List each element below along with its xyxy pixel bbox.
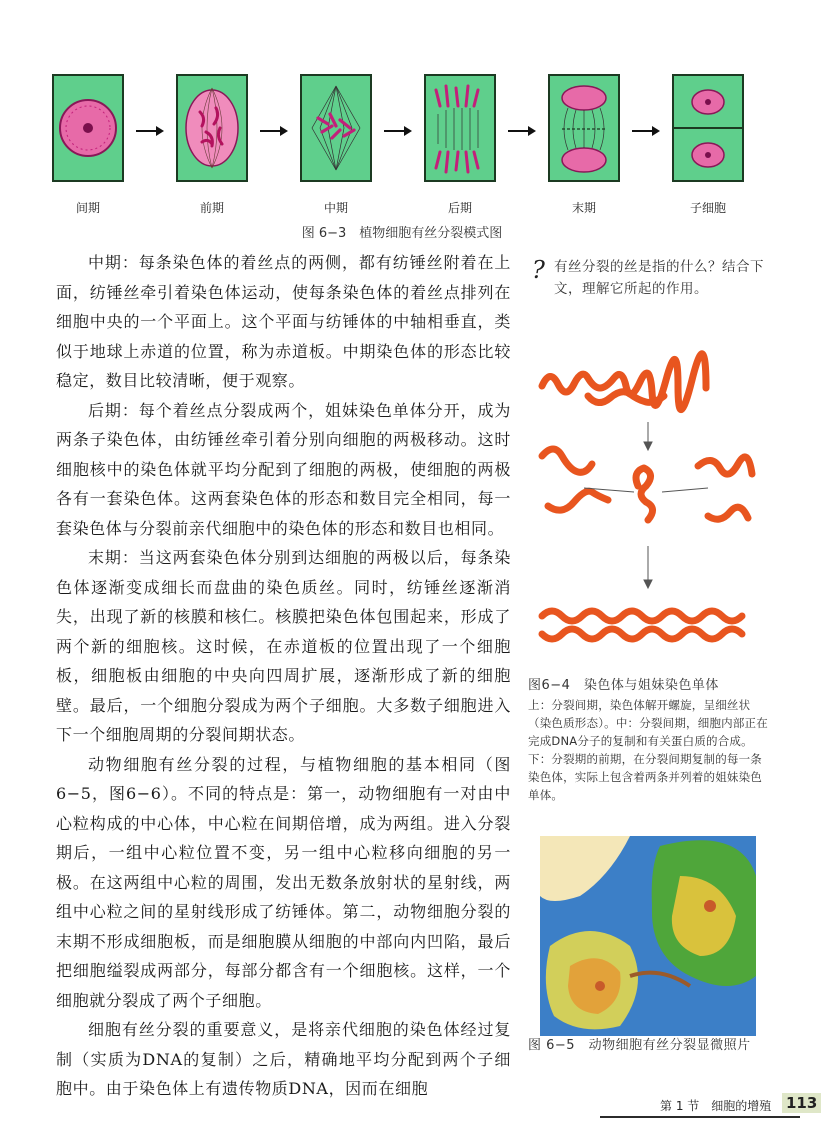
arrow-right-icon — [508, 124, 536, 138]
stage-label: 子细胞 — [689, 201, 726, 215]
telophase-cell-illustration — [548, 74, 620, 194]
stage-prophase — [176, 74, 248, 215]
paragraph-animal-mitosis: 动物细胞有丝分裂的过程，与植物细胞的基本相同（图6−5，图6−6）。不同的特点是：第一，动物细胞有一对由中心粒构成的中心体，中心粒在间期倍增，成为两组。进入分裂期后，一组中心粒位置不变，另一组中心粒移向细胞的另一极。在这两组中心粒的周围，发出无数条放射状的星射线，两组中心粒之间的星射线形成了纺锤体。第二，动物细胞分裂的末期不形成细胞板，而是细胞膜从细胞的中部向内凹陷，最后把细胞缢裂成两部分，每部分都含有一个细胞核。这样，一个细胞就分裂成了两个子细胞。 — [56, 754, 511, 1010]
arrow-right-icon — [384, 124, 412, 138]
figure-6-5-caption: 图 6−5 动物细胞有丝分裂显微照片 — [528, 1038, 751, 1053]
stage-label: 末期 — [571, 201, 596, 215]
stage-label: 前期 — [199, 201, 224, 215]
stage-interphase — [52, 74, 124, 215]
arrow-right-icon — [632, 124, 660, 138]
anaphase-cell-illustration — [424, 74, 496, 194]
stage-label: 间期 — [75, 201, 100, 215]
paragraph-metaphase: 中期：每条染色体的着丝点的两侧，都有纺锤丝附着在上面，纺锤丝牵引着染色体运动，使每条染色体的着丝点排列在细胞中央的一个平面上。这个平面与纺锤体的中轴相垂直，类似于地球上赤道的位置，称为赤道板。中期染色体的形态比较稳定，数目比较清晰，便于观察。 — [56, 253, 511, 390]
stage-anaphase — [424, 74, 496, 215]
arrow-right-icon — [136, 124, 164, 138]
side-column — [528, 256, 768, 1053]
svg-text:?: ? — [532, 256, 546, 284]
footer-section-title: 第 1 节 细胞的增殖 — [660, 1099, 772, 1113]
main-text-column — [56, 248, 511, 1104]
paragraph-telophase: 末期：当这两套染色体分别到达细胞的两极以后，每条染色体逐渐变成细长而盘曲的染色质丝。同时，纺锤丝逐渐消失，出现了新的核膜和核仁。核膜把染色体包围起来，形成了两个新的细胞核。这时候，在赤道板的位置出现了一个细胞板，细胞板由细胞的中央向四周扩展，逐渐形成了新的细胞壁。最后，一个细胞分裂成为两个子细胞。大多数子细胞进入下一个细胞周期的分裂间期状态。 — [56, 548, 511, 744]
stage-daughter-cells — [672, 74, 744, 215]
stage-label: 中期 — [323, 201, 348, 215]
stage-telophase — [548, 74, 620, 215]
paragraph-significance: 细胞有丝分裂的重要意义，是将亲代细胞的染色体经过复制（实质为DNA的复制）之后，精确地平均分配到两个子细胞中。由于染色体上有遗传物质DNA，因而在细胞 — [56, 1020, 511, 1098]
metaphase-cell-illustration — [300, 74, 372, 194]
margin-question-text: 有丝分裂的丝是指的什么？结合下文，理解它所起的作用。 — [554, 259, 764, 297]
figure-6-5-micrograph — [540, 836, 756, 1036]
paragraph-anaphase: 后期：每个着丝点分裂成两个，姐妹染色单体分开，成为两条子染色体，由纺锤丝牵引着分别向细胞的两极移动。这时细胞核中的染色体就平均分配到了细胞的两极，使细胞的两极各有一套染色体。这两套染色体的形态和数目完全相同，每一套染色体与分裂前亲代细胞中的染色体的形态和数目也相同。 — [56, 400, 511, 538]
stage-metaphase — [300, 74, 372, 215]
arrow-right-icon — [260, 124, 288, 138]
figure-6-3 — [52, 74, 752, 244]
figure-6-4-chromosome-illustration — [528, 356, 768, 676]
page-number: 113 — [782, 1093, 821, 1113]
prophase-cell-illustration — [176, 74, 248, 194]
daughter-cells-illustration — [672, 74, 744, 194]
figure-6-4-description: 上：分裂间期，染色体解开螺旋，呈细丝状（染色质形态）。中：分裂间期，细胞内部正在完成DNA分子的复制和有关蛋白质的合成。下：分裂期的前期，在分裂间期复制的每一条染色体，实际上包含着两条并列着的姐妹染色单体。 — [528, 698, 768, 802]
interphase-cell-illustration — [52, 74, 124, 194]
figure-6-4-title: 图6−4 染色体与姐妹染色单体 — [528, 678, 719, 693]
footer-rule — [600, 1116, 800, 1118]
margin-question — [528, 256, 768, 300]
question-mark-icon — [530, 258, 550, 282]
figure-6-3-caption: 图 6−3 植物细胞有丝分裂模式图 — [301, 226, 503, 241]
micrograph-image — [540, 836, 756, 1036]
figure-6-4-caption — [528, 676, 768, 804]
stage-label: 后期 — [447, 201, 472, 215]
